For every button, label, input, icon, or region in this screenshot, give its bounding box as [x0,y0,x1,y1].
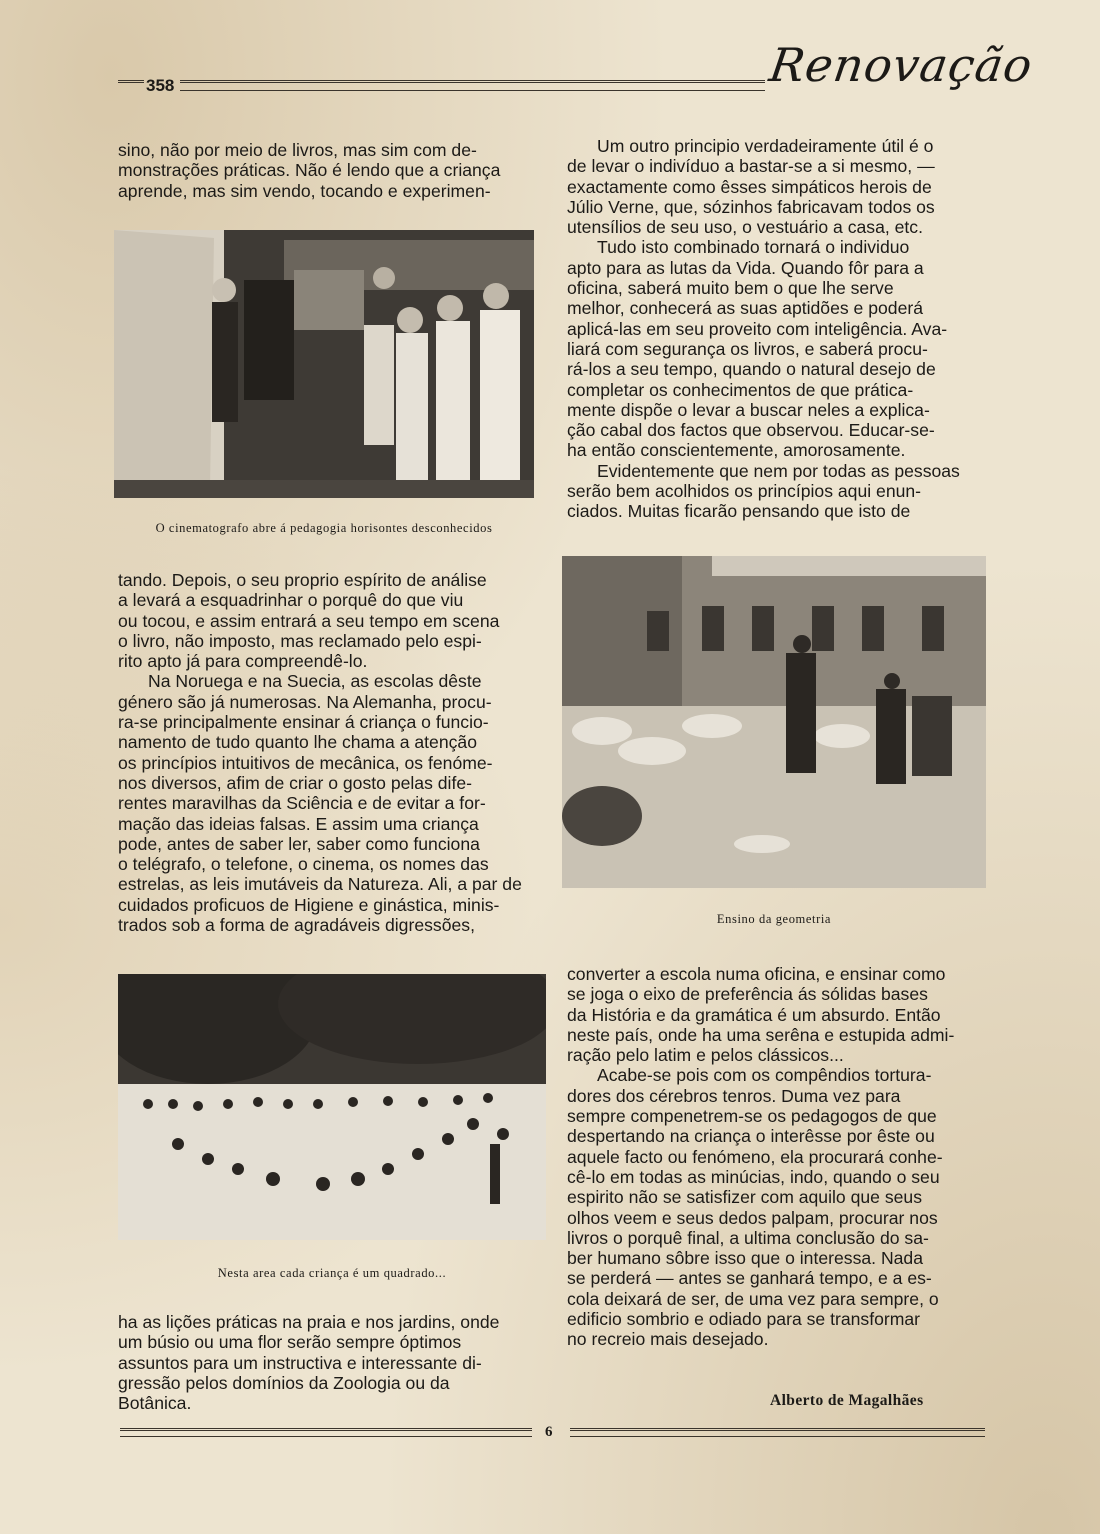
text-line: se joga o eixo de preferência ás sólidas bases [567,984,928,1005]
photo-geometry-class-image [562,556,986,888]
text-line: converter a escola numa oficina, e ensinar como [567,964,946,984]
text-line: gressão pelos domínios da Zoologia ou da [118,1372,450,1393]
text-line: neste país, onde ha uma serêna e estupida admi- [567,1024,955,1045]
text-line: rentes maravilhas da Sciência e de evitar a for- [118,793,486,814]
footer-rule-right [570,1428,985,1431]
text-line: Na Noruega e na Suecia, as escolas dêste [148,671,482,692]
text-line: exactamente como êsses simpáticos herois de [567,176,932,197]
text-line: género são já numerosas. Na Alemanha, procu- [118,691,492,712]
text-line: trados sob a forma de agradáveis digressões, [118,915,475,936]
caption-play-area: Nesta area cada criança é um quadrado... [217,1266,447,1280]
text-line: espirito não se satisfizer com aquilo que seus [567,1187,922,1208]
text-line: despertando na criança o interêsse por êste ou [567,1126,935,1147]
text-line: cê-lo em todas as minúcias, indo, quando o seu [567,1166,940,1187]
text-line: tando. Depois, o seu proprio espírito de análise [118,570,487,590]
photo-geometry-class [562,556,986,888]
right-column-top [567,136,985,522]
text-line: oficina, saberá muito bem o que lhe serve [567,278,894,299]
text-line: Um outro principio verdadeiramente útil é o [597,136,934,156]
left-column-body [118,570,536,935]
text-line: Botânica. [118,1393,192,1414]
text-line: de levar o indivíduo a bastar-se a si mesmo, — [567,156,935,177]
text-line: Júlio Verne, que, sózinhos fabricavam todos os [567,196,935,217]
text-line: um búsio ou uma flor serão sempre óptimos [118,1332,462,1353]
text-line: mente dispõe o levar a buscar neles a explica- [567,399,930,420]
text-line: da História e da gramática é um absurdo. Então [567,1004,941,1025]
footer-rule-right-thin [570,1436,985,1437]
footer-rule-left [120,1428,532,1431]
text-line: os princípios intuitivos de mecânica, os fenóme- [118,752,493,773]
text-line: ha as lições práticas na praia e nos jardins, onde [118,1312,500,1332]
header-rule-thin [180,90,765,91]
text-line: Evidentemente que nem por todas as pessoas [597,460,960,481]
text-line: liará com segurança os livros, e saberá procu- [567,338,928,359]
text-line: apto para as lutas da Vida. Quando fôr para a [567,257,924,278]
text-line: aquele facto ou fenómeno, ela procurará conhe- [567,1146,943,1167]
text-line: ra-se principalmente ensinar á criança o funcio- [118,712,489,733]
text-line: estrelas, as leis imutáveis da Natureza. Ali, a par de [118,874,522,895]
header-rule-left [118,80,144,83]
photo-cinematograph [114,230,534,498]
text-line: mação das ideias falsas. E assim uma criança [118,813,479,834]
text-line: assuntos para um instructiva e interessante di- [118,1352,482,1373]
text-line: dores dos cérebros tenros. Duma vez para [567,1085,901,1106]
caption-geometry: Ensino da geometria [716,912,832,926]
text-line: cola deixará de ser, de uma vez para sempre, o [567,1288,939,1309]
text-line: a levará a esquadrinhar o porquê do que viu [118,590,464,611]
right-column-bottom [567,964,985,1350]
footer-rule-left-thin [120,1436,532,1437]
text-line: no recreio mais desejado. [567,1329,769,1350]
text-line: completar os conhecimentos de que prática- [567,379,914,400]
text-line: o livro, não imposto, mas reclamado pelo espi- [118,630,482,651]
text-line: utensílios de seu uso, o vestuário a casa, etc. [567,217,923,238]
text-line: sino, não por meio de livros, mas sim com de- [118,140,477,160]
text-line: cuidados proficuos de Higiene e ginástica, minis- [118,894,500,915]
text-line: aplicá-las em seu proveito com inteligência. Ava- [567,318,948,339]
text-line: se perderá — antes se ganhará tempo, e a es- [567,1268,932,1289]
left-column-end [118,1312,538,1413]
caption-cinematograph: O cinematografo abre á pedagogia horisontes desconhecidos [155,521,493,535]
photo-play-area-image [118,974,546,1240]
text-line: Acabe-se pois com os compêndios tortura- [597,1065,932,1086]
text-line: monstrações práticas. Não é lendo que a criança [118,160,501,181]
author-signature: Alberto de Magalhães [770,1392,924,1409]
text-line: ção cabal dos factos que observou. Educar-se- [567,420,935,441]
text-line: o telégrafo, o telefone, o cinema, os nomes das [118,854,489,875]
text-line: namento de tudo quanto lhe chama a atenção [118,732,477,753]
header-rule [180,80,765,83]
text-line: nos diversos, afim de criar o gosto pelas dife- [118,772,472,793]
text-line: livros o porquê final, a ultima conclusão do sa- [567,1227,929,1248]
text-line: pode, antes de saber ler, saber como funciona [118,833,480,854]
left-column-intro [118,140,536,201]
text-line: melhor, conhecerá as suas aptidões e poderá [567,298,924,319]
text-line: ciados. Muitas ficarão pensando que isto de [567,501,911,522]
folio-number: 6 [545,1424,553,1440]
text-line: rito apto já para compreendê-lo. [118,651,368,672]
photo-cinematograph-image [114,230,534,498]
text-line: serão bem acolhidos os princípios aqui enun- [567,481,922,502]
text-line: ha então conscientemente, amorosamente. [567,440,906,461]
text-line: ração pelo latim e pelos clássicos... [567,1045,844,1066]
magazine-logo: Renovação [766,38,1037,92]
page-number: 358 [146,76,175,95]
text-line: edificio sombrio e odiado para se transformar [567,1309,921,1330]
text-line: ou tocou, e assim entrará a seu tempo em scena [118,610,500,631]
text-line: aprende, mas sim vendo, tocando e experimen- [118,180,491,201]
text-line: olhos veem e seus dedos palpam, procurar nos [567,1207,938,1228]
text-line: sempre compenetrem-se os pedagogos de que [567,1106,937,1127]
text-line: ber humano sôbre isso que o interessa. Nada [567,1248,923,1269]
photo-play-area [118,974,546,1240]
text-line: rá-los a seu tempo, quando o natural desejo de [567,359,936,380]
text-line: Tudo isto combinado tornará o individuo [597,237,910,258]
